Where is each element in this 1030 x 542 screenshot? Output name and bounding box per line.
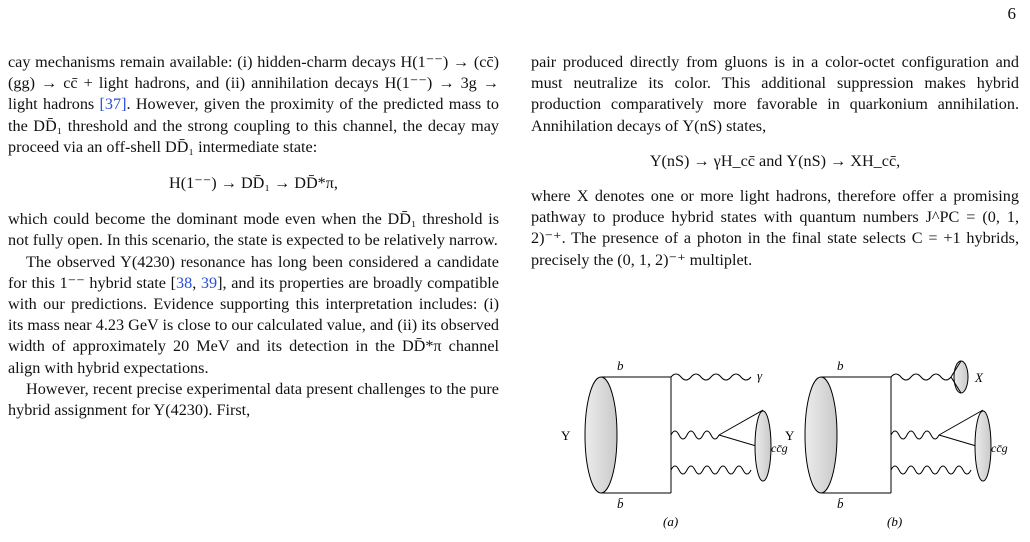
citation-39[interactable]: 39	[200, 273, 218, 292]
right-paragraph-2: where X denotes one or more light hadrons, therefore offer a promising pathway to produce hybrid states with quantum numbers J^PC = (0, 1, 2)⁻⁺. The presence of a photon in the final state selects C = +1 hybrids, precisely the (0, 1, 2)⁻⁺ multiplet.	[531, 187, 1019, 269]
label-b-b: b	[837, 358, 844, 373]
page-number: 6	[1007, 4, 1016, 23]
citation-38[interactable]: 38	[176, 273, 193, 292]
text: ], and its properties are broadly compatible with our predictions. Evidence supporting this interpretation includes: (i) its mass near 4.23 GeV is close to our calculated value, and (ii) its observed width of approximately 20 MeV and its detection in the DD̄*π channel align with hybrid expectations.	[8, 273, 499, 377]
left-paragraph-3	[8, 252, 499, 379]
label-bbar-b: b̄	[837, 496, 844, 511]
text: . However, given the proximity of the predicted mass to the DD̄₁ threshold and the strong coupling to this channel, the decay may proceed via an off-shell DD̄₁ intermediate state:	[8, 95, 500, 156]
diagram-b	[805, 361, 991, 493]
equation-2: Υ(nS) → γH_cc̄ and Υ(nS) → XH_cc̄,	[649, 151, 901, 170]
label-x-b: X	[975, 370, 983, 385]
left-paragraph-2: which could become the dominant mode even when the DD̄₁ threshold is not fully open. In this scenario, the state is expected to be relatively narrow.	[8, 210, 499, 250]
label-ccg-a: cc̄g	[771, 441, 788, 455]
diagram-a	[585, 374, 771, 493]
right-paragraph-1: pair produced directly from gluons is in a color-octet configuration and must neutralize its color. This additional suppression makes hybrid production comparatively more favorable in quarkonium annihilation. Annihilation decays of Υ(nS) states,	[531, 53, 1019, 135]
equation-1: H(1⁻⁻) → DD̄₁ → DD̄*π,	[169, 174, 338, 193]
label-bbar-a: b̄	[617, 496, 624, 511]
left-column	[8, 52, 499, 421]
label-b-a: b	[617, 358, 624, 373]
left-paragraph-1	[8, 52, 499, 158]
caption-b: (b)	[887, 514, 903, 529]
left-paragraph-4: However, recent precise experimental data present challenges to the pure hybrid assignment for Y(4230). First,	[8, 379, 499, 420]
text: The observed Y(4230) resonance has long been considered a candidate for this 1⁻⁻ hybrid state [	[8, 252, 499, 292]
right-column	[531, 52, 1019, 271]
text: ,	[192, 273, 201, 292]
text: cay mechanisms remain available: (i) hidden-charm decays H(1⁻⁻) → (cc̄)(gg) → cc̄ + light hadrons, and (ii) annihilation decays H(1⁻⁻) → 3g → light hadrons	[8, 53, 499, 114]
label-upsilon-b: Υ	[785, 428, 795, 443]
feynman-figure	[531, 348, 1021, 538]
label-ccg-b: cc̄g	[991, 441, 1008, 455]
caption-a: (a)	[663, 514, 679, 529]
citation-37[interactable]: [37]	[99, 95, 127, 114]
label-upsilon-a: Υ	[561, 428, 571, 443]
label-gamma-a: γ	[757, 368, 763, 383]
